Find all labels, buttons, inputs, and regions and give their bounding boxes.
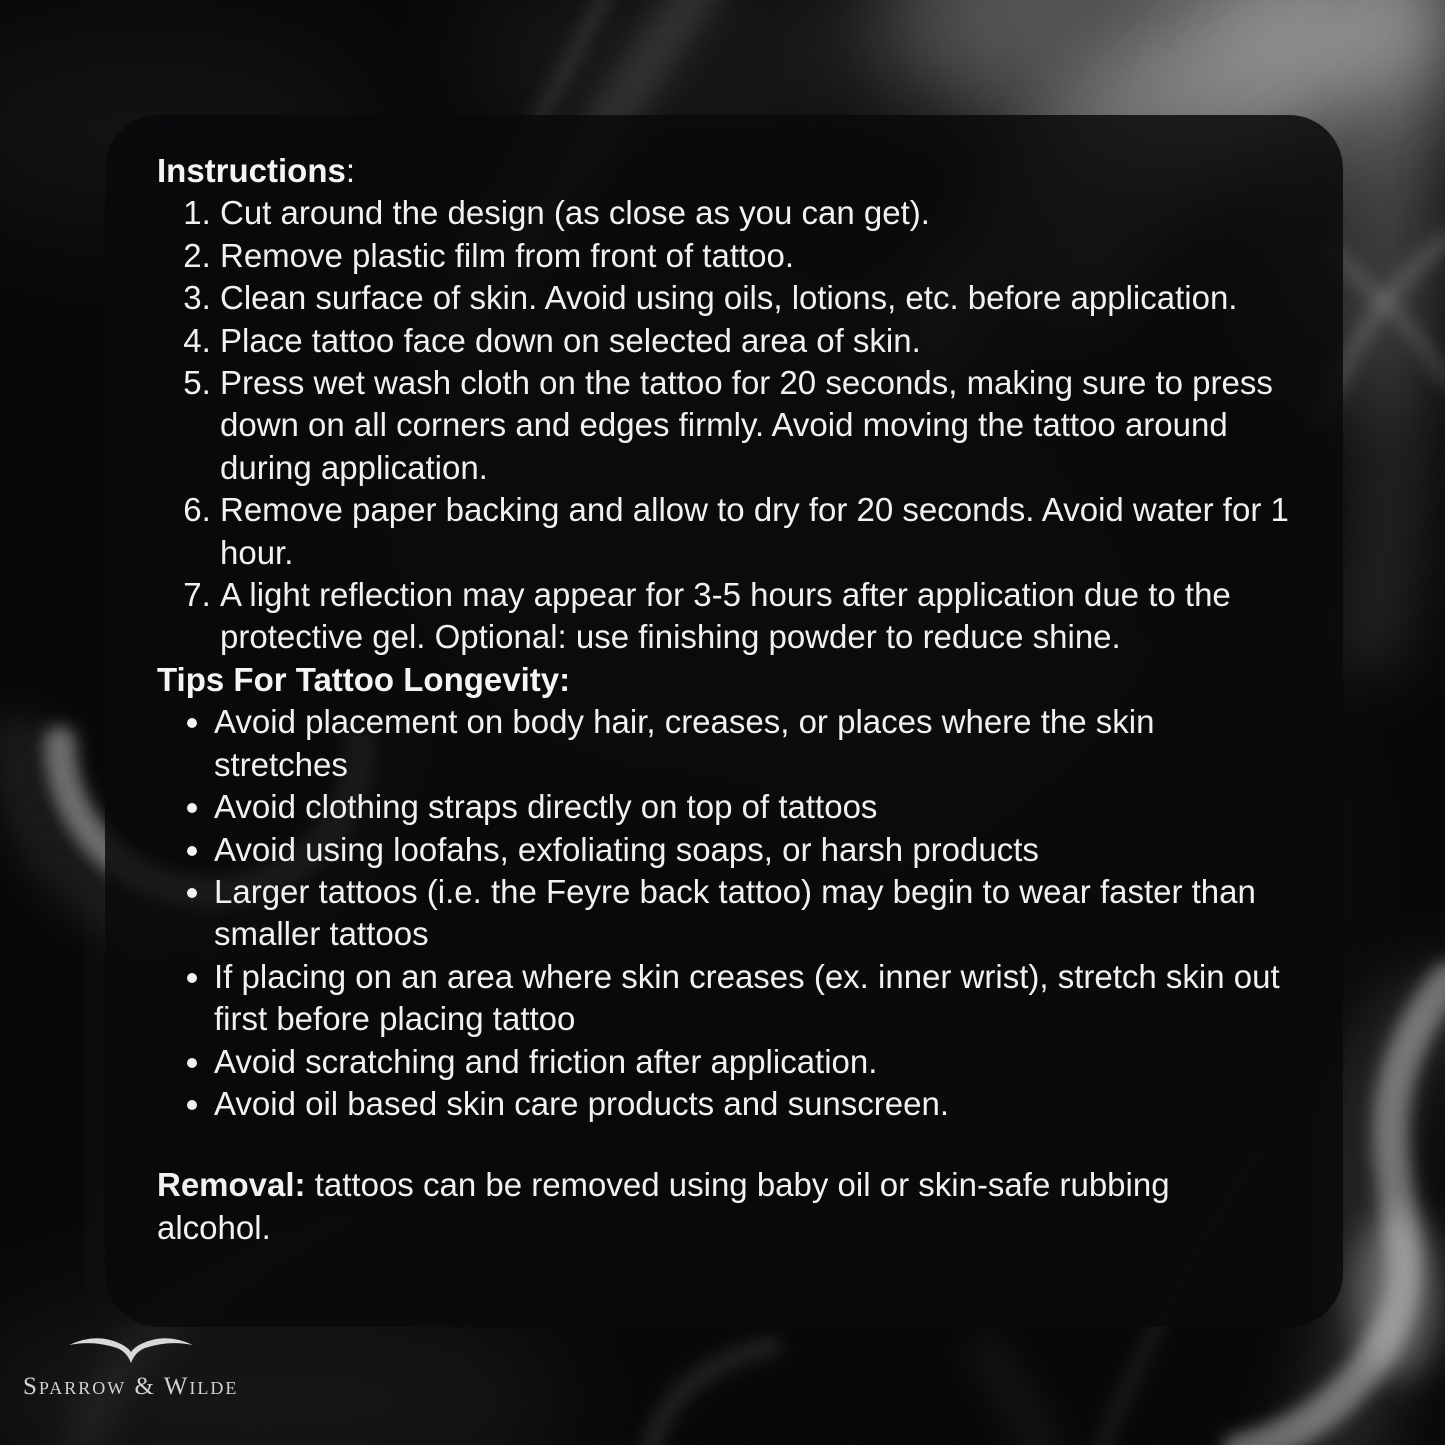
instructions-heading-colon: : [345, 152, 356, 189]
instruction-item: 5. Press wet wash cloth on the tattoo for 20 seconds, making sure to press down on all corners and edges firmly. Avoid moving the tattoo around during application. [220, 362, 1295, 489]
tip-item: • Avoid oil based skin care products and sunscreen. [214, 1083, 1295, 1125]
instruction-item: 7. A light reflection may appear for 3-5 hours after application due to the protective gel. Optional: use finishing powder to reduce shine. [220, 574, 1295, 659]
tip-item: • Avoid scratching and friction after application. [214, 1041, 1295, 1083]
instructions-card [105, 115, 1343, 1327]
removal-text: tattoos can be removed using baby oil or skin-safe rubbing alcohol. [157, 1166, 1170, 1246]
tip-item: • Avoid using loofahs, exfoliating soaps, or harsh products [214, 829, 1295, 871]
tip-item: • Avoid clothing straps directly on top of tattoos [214, 786, 1295, 828]
removal-label: Removal: [157, 1166, 306, 1204]
bird-icon [69, 1336, 193, 1364]
removal-paragraph [157, 1164, 1235, 1249]
instruction-item: 2. Remove plastic film from front of tattoo. [220, 235, 1295, 277]
tips-list [157, 701, 1295, 1125]
instructions-heading-label: Instructions [157, 152, 346, 189]
tips-heading: Tips For Tattoo Longevity: [157, 660, 571, 698]
instruction-item: 4. Place tattoo face down on selected area of skin. [220, 320, 1295, 362]
tip-item: • If placing on an area where skin creases (ex. inner wrist), stretch skin out first before placing tattoo [214, 956, 1295, 1041]
brand-logo [23, 1336, 238, 1401]
instructions-heading [157, 150, 1295, 192]
tip-item: • Larger tattoos (i.e. the Feyre back tattoo) may begin to wear faster than smaller tattoos [214, 871, 1295, 956]
instructions-list [157, 192, 1295, 658]
tip-item: • Avoid placement on body hair, creases, or places where the skin stretches [214, 701, 1295, 786]
instruction-item: 3. Clean surface of skin. Avoid using oils, lotions, etc. before application. [220, 277, 1295, 319]
instruction-item: 1. Cut around the design (as close as you can get). [220, 192, 1295, 234]
instruction-item: 6. Remove paper backing and allow to dry for 20 seconds. Avoid water for 1 hour. [220, 489, 1295, 574]
brand-name: Sparrow & Wilde [23, 1373, 239, 1400]
